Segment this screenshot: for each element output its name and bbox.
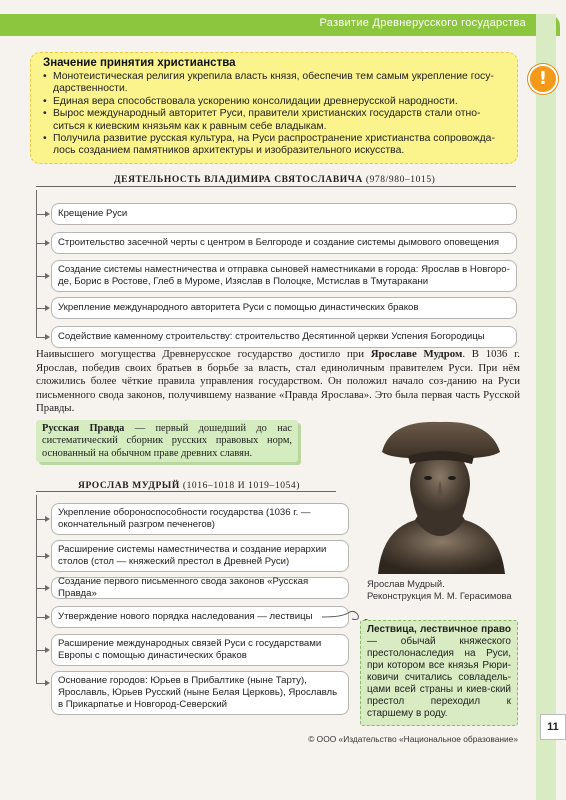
- item-text: Укрепление международного авторитета Руси с помощью династических браков: [58, 302, 419, 313]
- section-title-vladimir: [108, 175, 441, 185]
- main-paragraph: [36, 348, 520, 416]
- item-text: Содействие каменному строительству: строительство Десятинной церкви Успения Богородицы: [58, 331, 485, 342]
- item-text: Укрепление обороноспособности государства (1036 г. — окончательный разгром печенегов): [58, 507, 311, 530]
- arrow-right-icon: [45, 305, 50, 311]
- arrow-right-icon: [45, 211, 50, 217]
- arrow-right-icon: [45, 240, 50, 246]
- tree-line: [36, 190, 37, 338]
- pravda-definition: [36, 420, 298, 462]
- list-item: • Единая вера способствовала ускорению консолидации древнерусской народности.: [43, 96, 507, 108]
- exclamation-icon: !: [528, 64, 558, 94]
- item-text: Расширение международных связей Руси с государствами Европы с помощью династических браков: [58, 638, 322, 661]
- chapter-title: Развитие Древнерусского государства: [319, 17, 526, 29]
- arrow-right-icon: [45, 614, 50, 620]
- list-item: [51, 671, 349, 715]
- list-item: [51, 634, 349, 666]
- list-item: [51, 606, 349, 628]
- copyright-notice: © ООО «Издательство «Национальное образование»: [308, 734, 518, 744]
- arrow-right-icon: [45, 516, 50, 522]
- list-item: [51, 326, 517, 348]
- arrow-right-icon: [45, 680, 50, 686]
- list-item: [51, 297, 517, 319]
- significance-box: [30, 52, 518, 164]
- item-text: Основание городов: Юрьев в Прибалтике (ныне Тарту), Ярославль, Юрьев Русский (ныне Белая Церковь), Ярославль в Прикарпатье и Новгород-Северский: [58, 675, 338, 710]
- item-text: Создание системы наместничества и отправка сыновей наместниками в города: Ярослав в Новгоро-де, Борис в Ростове, Глеб в Муроме, Изяслав в Полоцке, Мстислав в Тмутаракани: [58, 264, 510, 287]
- arrow-right-icon: [45, 334, 50, 340]
- significance-title: Значение принятия христианства: [43, 57, 236, 69]
- list-item: [51, 540, 349, 572]
- section-years: (1016–1018 И 1019–1054): [182, 481, 301, 491]
- section-years: (978/980–1015): [365, 175, 436, 185]
- section-rule: [36, 186, 516, 187]
- definition-term: Русская Правда: [42, 423, 125, 434]
- list-item: [51, 577, 349, 599]
- section-rule: [36, 491, 336, 492]
- item-text: Крещение Руси: [58, 208, 128, 219]
- arrow-right-icon: [45, 585, 50, 591]
- lestvitsa-definition: [360, 620, 518, 726]
- page-edge-strip: [536, 14, 556, 800]
- caption-line: Ярослав Мудрый.: [367, 578, 445, 589]
- item-text: Создание первого письменного свода законов «Русская Правда»: [58, 576, 309, 599]
- list-item: [51, 503, 349, 535]
- list-item: [51, 203, 517, 225]
- paragraph-text: . В 1036 г. Ярослав, победив своих братьев в борьбе за власть, стал единоличным правителем Руси. При нём сложились более чёткие правила управления государством. Он положил начало соз-данию на Руси письменного свода законов, получившему название «Правда Ярослава». Это была первая часть Русской Правды.: [36, 348, 520, 415]
- item-text: Утверждение нового порядка наследования — лествицы: [58, 611, 313, 622]
- tree-line: [36, 495, 37, 683]
- item-text: Строительство засечной черты с центром в Белгороде и создание системы дымового оповещения: [58, 237, 500, 248]
- list-item: [51, 232, 517, 254]
- paragraph-text: Наивысшего могущества Древнерусское государство достигло при: [36, 348, 371, 360]
- section-title-text: ЯРОСЛАВ МУДРЫЙ: [78, 481, 180, 491]
- portrait-caption: [367, 578, 512, 601]
- list-item: • Вырос международный авторитет Руси, правители христианских государств стали отно-ситься к киевским князьям как к равным себе владыкам.: [43, 108, 507, 133]
- definition-text: — первый дошедший до нас систематический сборник русских правовых норм, основанный на обычном праве древних славян.: [42, 423, 292, 459]
- arrow-right-icon: [45, 553, 50, 559]
- yaroslav-bust-image: [360, 412, 520, 574]
- significance-list: [43, 71, 507, 158]
- arrow-right-icon: [45, 273, 50, 279]
- list-item: [51, 260, 517, 292]
- page-number: 11: [540, 714, 566, 740]
- paragraph-bold: Ярославе Мудром: [370, 348, 463, 360]
- list-item: • Получила развитие русская культура, на Руси распространение христианства сопровожда-лось созданием памятников архитектуры и изобразительного искусства.: [43, 133, 507, 158]
- list-item: • Монотеистическая религия укрепила власть князя, обеспечив тем самым укрепление госу-дарственности.: [43, 71, 507, 96]
- item-text: Расширение системы наместничества и создание иерархии столов (стол — княжеский престол в Древней Руси): [58, 544, 327, 567]
- definition-text: — обычай княжеского престолонаследия на Руси, при котором все князья Рюри-ковичи считались совладель-цами всей страны и киев-ский престол переходил к старшему в роду.: [367, 636, 511, 719]
- definition-term: Лествица, лествичное право: [367, 624, 511, 635]
- section-title-yaroslav: [72, 481, 306, 491]
- arrow-right-icon: [45, 647, 50, 653]
- section-title-text: ДЕЯТЕЛЬНОСТЬ ВЛАДИМИРА СВЯТОСЛАВИЧА: [114, 175, 363, 185]
- caption-line: Реконструкция М. М. Герасимова: [367, 589, 512, 601]
